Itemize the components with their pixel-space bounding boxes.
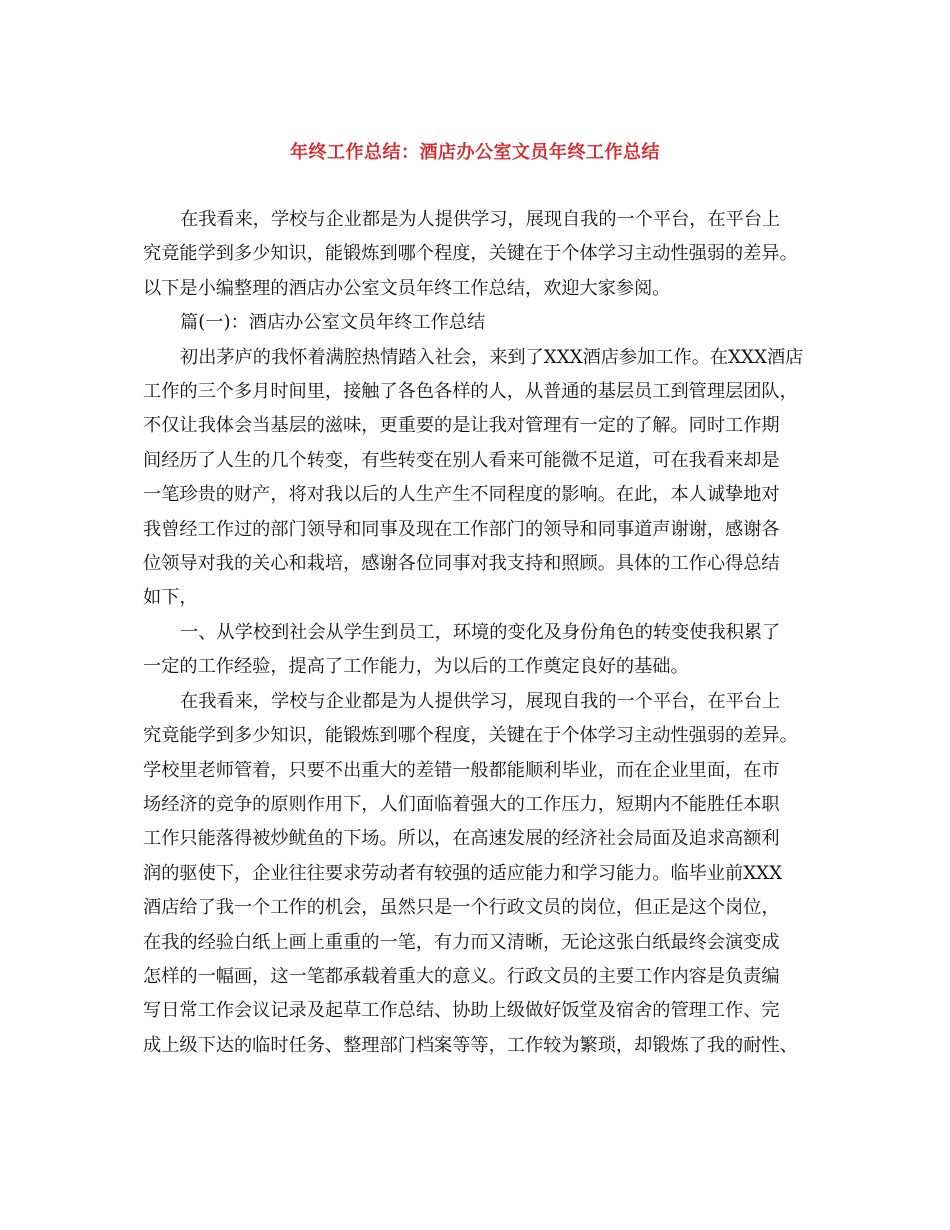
- text-line: 初出茅庐的我怀着满腔热情踏入社会，来到了XXX酒店参加工作。在XXX酒店: [180, 346, 804, 368]
- text-line: 一定的工作经验，提高了工作能力，为以后的工作奠定良好的基础。: [143, 656, 689, 678]
- text-line: 场经济的竞争的原则作用下，人们面临着强大的工作压力，短期内不能胜任本职: [143, 793, 780, 815]
- text-line: 怎样的一幅画，这一笔都承载着重大的意义。行政文员的主要工作内容是负责编: [143, 965, 780, 987]
- text-line: 在我的经验白纸上画上重重的一笔，有力而又清晰，无论这张白纸最终会演变成: [143, 931, 780, 953]
- text-line: 如下，: [143, 587, 198, 609]
- text-line: 成上级下达的临时任务、整理部门档案等等，工作较为繁琐，却锻炼了我的耐性、: [143, 1034, 798, 1056]
- text-line: 学校里老师管着，只要不出重大的差错一般都能顺利毕业，而在企业里面，在市: [143, 759, 780, 781]
- text-line: 在我看来，学校与企业都是为人提供学习，展现自我的一个平台，在平台上: [180, 690, 781, 712]
- text-line: 工作的三个多月时间里，接触了各色各样的人，从普通的基层员工到管理层团队，: [143, 381, 798, 403]
- text-line: 以下是小编整理的酒店办公室文员年终工作总结，欢迎大家参阅。: [143, 277, 671, 299]
- text-line: 润的驱使下，企业往往要求劳动者有较强的适应能力和学习能力。临毕业前XXX: [143, 862, 783, 884]
- text-line: 酒店给了我一个工作的机会，虽然只是一个行政文员的岗位，但正是这个岗位，: [143, 897, 780, 919]
- text-line: 一、从学校到社会从学生到员工，环境的变化及身份角色的转变使我积累了: [180, 621, 781, 643]
- text-line: 究竟能学到多少知识，能锻炼到哪个程度，关键在于个体学习主动性强弱的差异。: [143, 725, 798, 747]
- text-line: 篇(一)：酒店办公室文员年终工作总结: [180, 312, 486, 334]
- document-body: [143, 203, 810, 1063]
- text-line: 位领导对我的关心和栽培，感谢各位同事对我支持和照顾。具体的工作心得总结: [143, 553, 780, 575]
- document-title: 年终工作总结：酒店办公室文员年终工作总结: [290, 142, 660, 163]
- text-line: 一笔珍贵的财产，将对我以后的人生产生不同程度的影响。在此，本人诚挚地对: [143, 484, 780, 506]
- text-line: 间经历了人生的几个转变，有些转变在别人看来可能微不足道，可在我看来却是: [143, 449, 780, 471]
- text-line: 在我看来，学校与企业都是为人提供学习，展现自我的一个平台，在平台上: [180, 209, 781, 230]
- text-line: 工作只能落得被炒鱿鱼的下场。所以，在高速发展的经济社会局面及追求高额利: [143, 828, 780, 850]
- text-line: 写日常工作会议记录及起草工作总结、协助上级做好饭堂及宿舍的管理工作、完: [143, 1000, 780, 1022]
- text-line: 究竟能学到多少知识，能锻炼到哪个程度，关键在于个体学习主动性强弱的差异。: [143, 243, 798, 265]
- text-line: 不仅让我体会当基层的滋味，更重要的是让我对管理有一定的了解。同时工作期: [143, 415, 780, 437]
- text-line: 我曾经工作过的部门领导和同事及现在工作部门的领导和同事道声谢谢，感谢各: [143, 518, 780, 540]
